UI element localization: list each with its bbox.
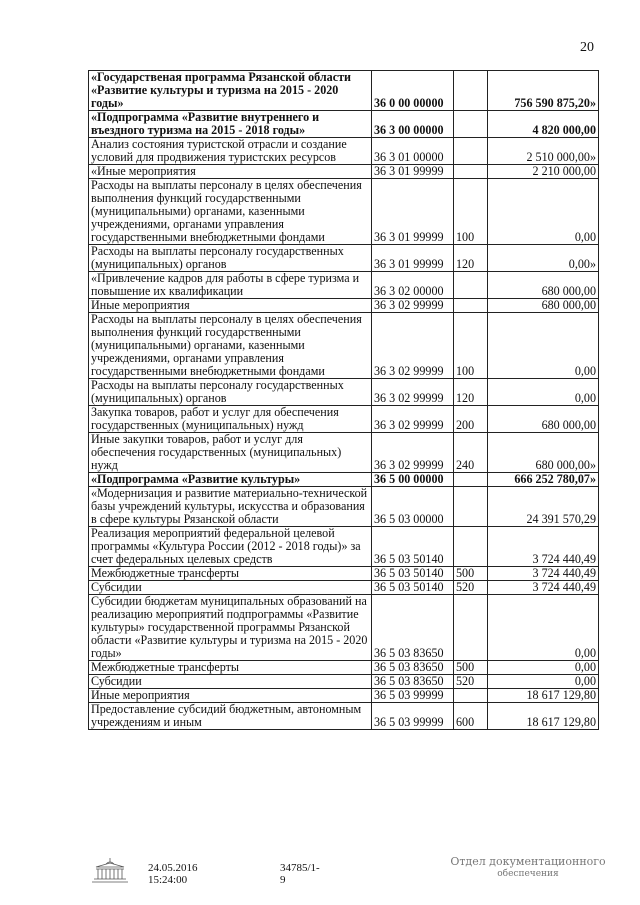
row-code-cell: 36 3 01 00000 — [372, 138, 454, 165]
row-sum-cell: 680 000,00 — [488, 272, 599, 299]
row-vr-cell: 520 — [454, 581, 488, 595]
row-code-cell: 36 5 03 83650 — [372, 675, 454, 689]
row-code-cell: 36 5 03 50140 — [372, 527, 454, 567]
row-code-cell: 36 5 03 50140 — [372, 567, 454, 581]
row-sum-cell: 3 724 440,49 — [488, 527, 599, 567]
table-row — [89, 138, 599, 165]
row-name-cell: Предоставление субсидий бюджетным, автономным учреждениям и иным — [89, 703, 372, 730]
row-name-cell: Расходы на выплаты персоналу в целях обеспечения выполнения функций государственными (муниципальными) органами, казенными учреждениями, органами управления государственными внебюджетными фондами — [89, 313, 372, 379]
row-name-cell: Анализ состояния туристской отрасли и создание условий для продвижения туристских ресурсов — [89, 138, 372, 165]
table-row — [89, 165, 599, 179]
row-name-cell: «Иные мероприятия — [89, 165, 372, 179]
table-row — [89, 406, 599, 433]
row-code-cell: 36 5 00 00000 — [372, 473, 454, 487]
registry-stamp-line1: Отдел документационного — [450, 855, 606, 868]
row-sum-cell: 0,00 — [488, 379, 599, 406]
row-code-cell: 36 5 03 00000 — [372, 487, 454, 527]
row-vr-cell — [454, 595, 488, 661]
row-name-cell: Межбюджетные трансферты — [89, 567, 372, 581]
row-name-cell: Иные мероприятия — [89, 299, 372, 313]
row-vr-cell: 120 — [454, 245, 488, 272]
row-name-cell: Субсидии бюджетам муниципальных образований на реализацию мероприятий подпрограммы «Развитие культуры» государственной программы Рязанской области «Развитие культуры и туризма на 2015 - 2020 годы» — [89, 595, 372, 661]
row-vr-cell — [454, 272, 488, 299]
table-row — [89, 272, 599, 299]
row-name-cell: «Подпрограмма «Развитие культуры» — [89, 473, 372, 487]
row-vr-cell — [454, 299, 488, 313]
row-vr-cell — [454, 487, 488, 527]
table-row — [89, 661, 599, 675]
table-row — [89, 689, 599, 703]
row-code-cell: 36 3 02 99999 — [372, 379, 454, 406]
row-name-cell: Субсидии — [89, 675, 372, 689]
row-code-cell: 36 3 01 99999 — [372, 245, 454, 272]
row-vr-cell — [454, 71, 488, 111]
table-row — [89, 379, 599, 406]
row-vr-cell — [454, 165, 488, 179]
table-row — [89, 675, 599, 689]
row-vr-cell — [454, 473, 488, 487]
table-row — [89, 179, 599, 245]
row-sum-cell: 0,00 — [488, 179, 599, 245]
row-sum-cell: 666 252 780,07» — [488, 473, 599, 487]
row-code-cell: 36 3 01 99999 — [372, 165, 454, 179]
row-code-cell: 36 3 02 99999 — [372, 299, 454, 313]
row-vr-cell: 500 — [454, 567, 488, 581]
row-code-cell: 36 3 02 99999 — [372, 406, 454, 433]
row-sum-cell: 2 510 000,00» — [488, 138, 599, 165]
row-sum-cell: 4 820 000,00 — [488, 111, 599, 138]
table-row — [89, 313, 599, 379]
budget-table-body — [89, 71, 599, 730]
row-sum-cell: 0,00 — [488, 661, 599, 675]
row-vr-cell: 100 — [454, 179, 488, 245]
row-code-cell: 36 5 03 83650 — [372, 661, 454, 675]
footer-doc-number: 34785/1-9 — [280, 862, 320, 886]
row-code-cell: 36 5 03 99999 — [372, 703, 454, 730]
row-name-cell: «Модернизация и развитие материально-технической базы учреждений культуры, искусства и образования в сфере культуры Рязанской области — [89, 487, 372, 527]
row-code-cell: 36 5 03 83650 — [372, 595, 454, 661]
table-row — [89, 567, 599, 581]
row-sum-cell: 3 724 440,49 — [488, 581, 599, 595]
footer-timestamp: 24.05.2016 15:24:00 — [148, 862, 198, 886]
row-sum-cell: 756 590 875,20» — [488, 71, 599, 111]
row-vr-cell: 500 — [454, 661, 488, 675]
row-code-cell: 36 3 02 99999 — [372, 313, 454, 379]
row-name-cell: Субсидии — [89, 581, 372, 595]
row-name-cell: Расходы на выплаты персоналу государственных (муниципальных) органов — [89, 379, 372, 406]
row-vr-cell: 120 — [454, 379, 488, 406]
table-row — [89, 299, 599, 313]
row-sum-cell: 0,00» — [488, 245, 599, 272]
row-sum-cell: 680 000,00 — [488, 406, 599, 433]
row-vr-cell: 520 — [454, 675, 488, 689]
row-sum-cell: 0,00 — [488, 675, 599, 689]
row-code-cell: 36 0 00 00000 — [372, 71, 454, 111]
row-name-cell: «Подпрограмма «Развитие внутреннего и въездного туризма на 2015 - 2018 годы» — [89, 111, 372, 138]
row-name-cell: Иные закупки товаров, работ и услуг для обеспечения государственных (муниципальных) нужд — [89, 433, 372, 473]
row-vr-cell: 600 — [454, 703, 488, 730]
row-name-cell: «Привлечение кадров для работы в сфере туризма и повышение их квалификации — [89, 272, 372, 299]
row-sum-cell: 0,00 — [488, 595, 599, 661]
row-code-cell: 36 3 01 99999 — [372, 179, 454, 245]
row-name-cell: «Государственая программа Рязанской области «Развитие культуры и туризма на 2015 - 2020 годы» — [89, 71, 372, 111]
table-row — [89, 433, 599, 473]
row-name-cell: Расходы на выплаты персоналу в целях обеспечения выполнения функций государственными (муниципальными) органами, казенными учреждениями, органами управления государственными внебюджетными фондами — [89, 179, 372, 245]
table-row — [89, 487, 599, 527]
table-row — [89, 703, 599, 730]
table-row — [89, 111, 599, 138]
duma-building-logo — [88, 855, 132, 887]
registry-stamp-line2: обеспечения — [497, 869, 559, 879]
row-sum-cell: 0,00 — [488, 313, 599, 379]
table-row — [89, 595, 599, 661]
row-code-cell: 36 5 03 50140 — [372, 581, 454, 595]
table-row — [89, 473, 599, 487]
row-sum-cell: 18 617 129,80 — [488, 689, 599, 703]
row-sum-cell: 24 391 570,29 — [488, 487, 599, 527]
row-vr-cell — [454, 527, 488, 567]
row-name-cell: Закупка товаров, работ и услуг для обеспечения государственных (муниципальных) нужд — [89, 406, 372, 433]
budget-table — [88, 70, 599, 730]
row-sum-cell: 2 210 000,00 — [488, 165, 599, 179]
row-vr-cell — [454, 689, 488, 703]
page-number: 20 — [580, 40, 594, 55]
table-row — [89, 581, 599, 595]
table-row — [89, 527, 599, 567]
row-vr-cell: 100 — [454, 313, 488, 379]
row-name-cell: Реализация мероприятий федеральной целевой программы «Культура России (2012 - 2018 годы)» за счет федеральных целевых средств — [89, 527, 372, 567]
row-sum-cell: 680 000,00» — [488, 433, 599, 473]
row-code-cell: 36 3 02 00000 — [372, 272, 454, 299]
row-code-cell: 36 3 00 00000 — [372, 111, 454, 138]
registry-stamp — [448, 855, 608, 881]
row-sum-cell: 680 000,00 — [488, 299, 599, 313]
table-row — [89, 71, 599, 111]
row-code-cell: 36 3 02 99999 — [372, 433, 454, 473]
row-sum-cell: 18 617 129,80 — [488, 703, 599, 730]
row-vr-cell: 200 — [454, 406, 488, 433]
row-vr-cell — [454, 111, 488, 138]
table-row — [89, 245, 599, 272]
row-name-cell: Межбюджетные трансферты — [89, 661, 372, 675]
row-vr-cell — [454, 138, 488, 165]
row-name-cell: Расходы на выплаты персоналу государственных (муниципальных) органов — [89, 245, 372, 272]
row-name-cell: Иные мероприятия — [89, 689, 372, 703]
row-code-cell: 36 5 03 99999 — [372, 689, 454, 703]
row-vr-cell: 240 — [454, 433, 488, 473]
row-sum-cell: 3 724 440,49 — [488, 567, 599, 581]
